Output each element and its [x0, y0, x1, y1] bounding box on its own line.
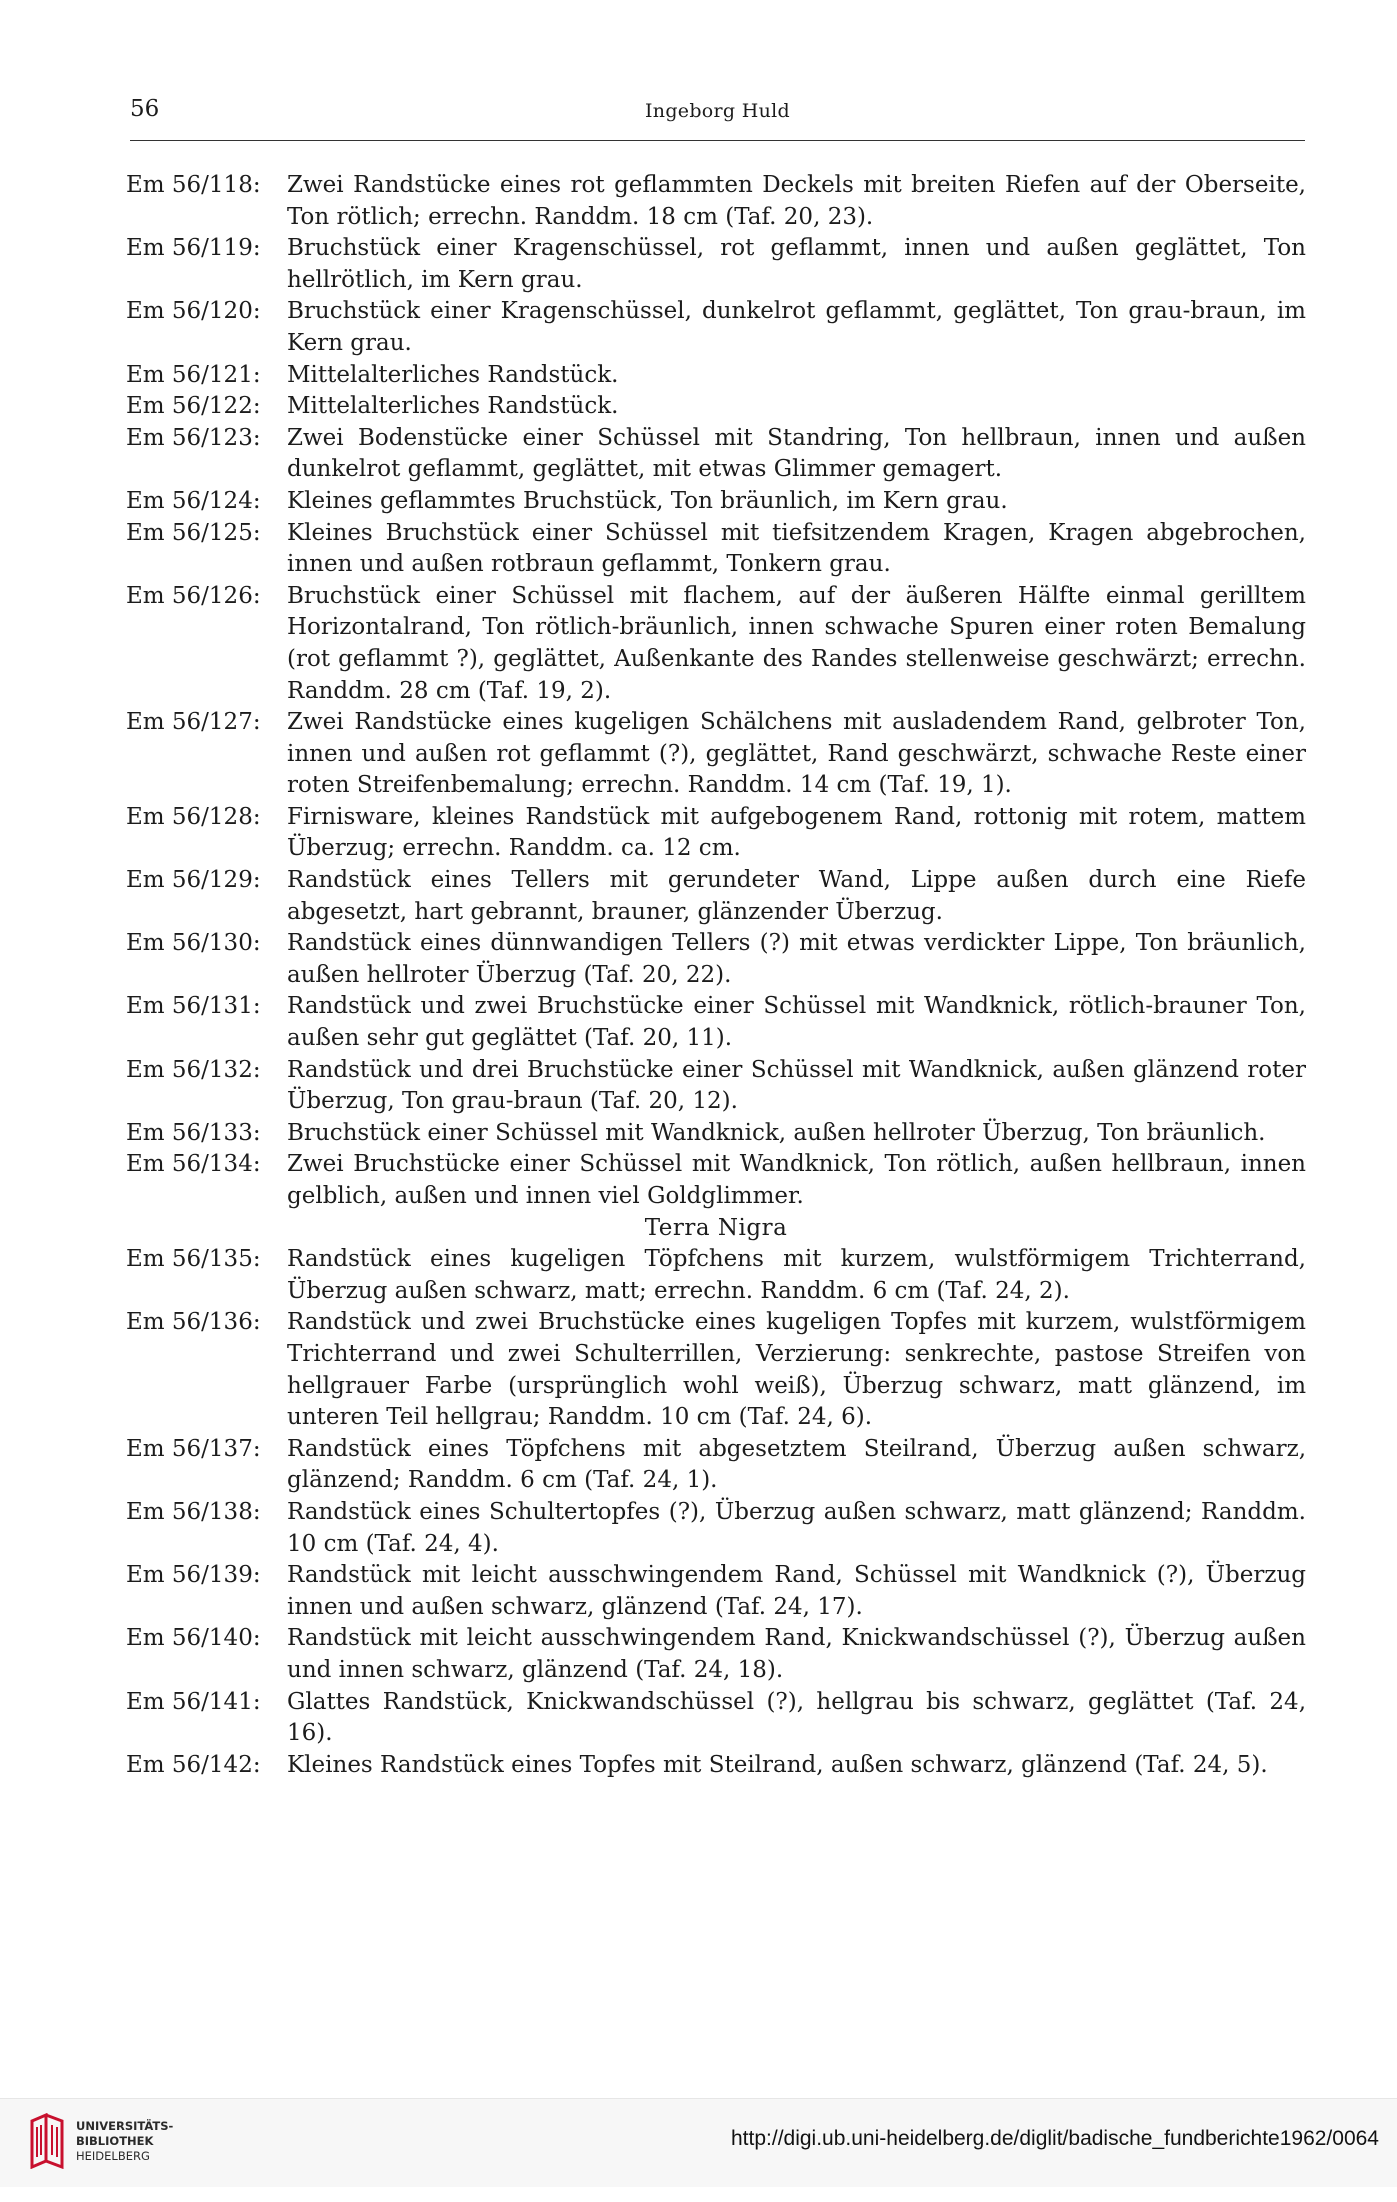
section-heading: Terra Nigra [644, 1214, 788, 1241]
catalog-entry [126, 423, 1306, 486]
catalog-entry [126, 296, 1306, 359]
entry-number: Em 56/139: [126, 1562, 261, 1589]
logo-line-2: BIBLIOTHEK [76, 2134, 154, 2148]
entry-number: Em 56/132: [126, 1056, 261, 1083]
entry-text: Randstück und zwei Bruchstücke eines kugeligen Topfes mit kurzem, wulstförmigem Trichterrand und zwei Schulterrillen, Verzierung: senkrechte, pastose Streifen von hellgrauer Farbe (ursprünglich wohl weiß), Überzug schwarz, matt glänzend, im unteren Teil hellgrau; Randdm. 10 cm (Taf. 24, 6). [287, 1309, 1306, 1431]
catalog-entry [126, 928, 1306, 991]
entry-text: Zwei Randstücke eines rot geflammten Deckels mit breiten Riefen auf der Oberseite, Ton rötlich; errechn. Randdm. 18 cm (Taf. 20, 23). [287, 172, 1306, 230]
entry-number: Em 56/126: [126, 582, 261, 609]
entry-text: Kleines geflammtes Bruchstück, Ton bräunlich, im Kern grau. [287, 487, 1008, 514]
entry-text: Randstück eines kugeligen Töpfchens mit kurzem, wulstförmigem Trichterrand, Überzug außen schwarz, matt; errechn. Randdm. 6 cm (Taf. 24, 2). [287, 1246, 1306, 1304]
entry-number: Em 56/118: [126, 172, 261, 198]
header-rule [130, 140, 1305, 141]
entry-number: Em 56/124: [126, 487, 261, 514]
catalog-entry [126, 360, 1306, 392]
entry-number: Em 56/120: [126, 298, 261, 325]
entry-number: Em 56/127: [126, 709, 261, 736]
catalog-entry [126, 391, 1306, 423]
running-head-author: Ingeborg Huld [645, 100, 790, 122]
catalog-entry [126, 486, 1306, 518]
entry-text: Bruchstück einer Schüssel mit Wandknick, außen hellroter Überzug, Ton bräunlich. [287, 1119, 1266, 1146]
catalog-entry [126, 1687, 1306, 1750]
entry-number: Em 56/123: [126, 424, 261, 451]
catalog-entry [126, 865, 1306, 928]
entry-text: Bruchstück einer Kragenschüssel, dunkelrot geflammt, geglättet, Ton grau-braun, im Kern grau. [287, 298, 1306, 356]
entry-text: Randstück und zwei Bruchstücke einer Schüssel mit Wandknick, rötlich-brauner Ton, außen sehr gut geglättet (Taf. 20, 11). [287, 993, 1306, 1052]
entry-number: Em 56/137: [126, 1435, 261, 1462]
entry-text: Zwei Bruchstücke einer Schüssel mit Wandknick, Ton rötlich, außen hellbraun, innen gelblich, außen und innen viel Goldglimmer. [287, 1151, 1306, 1209]
entry-text: Glattes Randstück, Knickwandschüssel (?), hellgrau bis schwarz, geglättet (Taf. 24, 16). [287, 1688, 1306, 1747]
entry-number: Em 56/125: [126, 519, 261, 546]
catalog-entry [126, 1149, 1306, 1212]
entry-text: Randstück mit leicht ausschwingendem Rand, Knickwandschüssel (?), Überzug außen und innen schwarz, glänzend (Taf. 24, 18). [287, 1625, 1306, 1683]
entry-number: Em 56/129: [126, 867, 261, 894]
catalog-entry [126, 1497, 1306, 1560]
catalog-entry [126, 1055, 1306, 1118]
entry-number: Em 56/140: [126, 1625, 261, 1652]
entry-number: Em 56/141: [126, 1688, 261, 1715]
entry-number: Em 56/130: [126, 930, 261, 957]
catalog-entry [126, 1118, 1306, 1150]
catalog-entry [126, 170, 1306, 233]
entry-number: Em 56/142: [126, 1751, 261, 1778]
library-logo-icon [28, 2113, 68, 2169]
catalog-entry [126, 233, 1306, 296]
entry-text: Mittelalterliches Randstück. [287, 393, 619, 420]
entry-number: Em 56/134: [126, 1151, 261, 1178]
page-header [130, 96, 1305, 132]
catalog-entry [126, 581, 1306, 707]
catalog-entry [126, 802, 1306, 865]
page-number: 56 [130, 96, 160, 122]
entry-text: Kleines Bruchstück einer Schüssel mit tiefsitzendem Kragen, Kragen abgebrochen, innen und außen rotbraun geflammt, Tonkern grau. [287, 519, 1306, 578]
catalog-entries [126, 170, 1306, 1781]
entry-number: Em 56/119: [126, 235, 261, 262]
library-logo-text [76, 2119, 173, 2164]
entry-text: Zwei Randstücke eines kugeligen Schälchens mit ausladendem Rand, gelbroter Ton, innen und außen rot geflammt (?), geglättet, Rand geschwärzt, schwache Reste einer roten Streifenbemalung; errechn. Randdm. 14 cm (Taf. 19, 1). [287, 709, 1306, 799]
catalog-entry [126, 1623, 1306, 1686]
entry-number: Em 56/138: [126, 1498, 261, 1525]
entry-number: Em 56/128: [126, 803, 261, 830]
catalog-entry [126, 1307, 1306, 1433]
catalog-entry [126, 518, 1306, 581]
entry-text: Mittelalterliches Randstück. [287, 361, 619, 388]
entry-number: Em 56/136: [126, 1309, 261, 1336]
entry-text: Randstück eines Schultertopfes (?), Überzug außen schwarz, matt glänzend; Randdm. 10 cm (Taf. 24, 4). [287, 1498, 1306, 1557]
entry-text: Randstück eines Tellers mit gerundeter Wand, Lippe außen durch eine Riefe abgesetzt, hart gebrannt, brauner, glänzender Überzug. [287, 867, 1306, 925]
entry-text: Bruchstück einer Kragenschüssel, rot geflammt, innen und außen geglättet, Ton hellrötlich, im Kern grau. [287, 235, 1306, 293]
digitization-footer [0, 2098, 1397, 2187]
catalog-entry [126, 707, 1306, 802]
catalog-entry [126, 1244, 1306, 1307]
entry-text: Firniswаre, kleines Randstück mit aufgebogenem Rand, rottonig mit rotem, mattem Überzug; errechn. Randdm. ca. 12 cm. [287, 803, 1306, 862]
logo-line-1: UNIVERSITÄTS- [76, 2119, 174, 2133]
entry-number: Em 56/135: [126, 1246, 261, 1273]
source-url-link[interactable]: http://digi.ub.uni-heidelberg.de/diglit/badische_fundberichte1962/0064 [731, 2127, 1379, 2150]
entry-text: Bruchstück einer Schüssel mit flachem, auf der äußeren Hälfte einmal gerilltem Horizontalrand, Ton rötlich-bräunlich, innen schwache Spuren einer roten Bemalung (rot geflammt ?), geglättet, Außenkante des Randes stellenweise geschwärzt; errechn. Randdm. 28 cm (Taf. 19, 2). [287, 582, 1306, 704]
entry-number: Em 56/131: [126, 993, 261, 1020]
catalog-entry [126, 1750, 1306, 1782]
catalog-entry [126, 991, 1306, 1054]
entry-number: Em 56/133: [126, 1119, 261, 1146]
catalog-entry [126, 1434, 1306, 1497]
entry-text: Randstück mit leicht ausschwingendem Rand, Schüssel mit Wandknick (?), Überzug innen und außen schwarz, glänzend (Taf. 24, 17). [287, 1562, 1306, 1620]
catalog-entry [126, 1560, 1306, 1623]
entry-text: Zwei Bodenstücke einer Schüssel mit Standring, Ton hellbraun, innen und außen dunkelrot geflammt, geglättet, mit etwas Glimmer gemagert. [287, 424, 1306, 483]
entry-text: Kleines Randstück eines Topfes mit Steilrand, außen schwarz, glänzend (Taf. 24, 5). [287, 1751, 1268, 1778]
entry-text: Randstück eines Töpfchens mit abgesetztem Steilrand, Überzug außen schwarz, glänzend; Randdm. 6 cm (Taf. 24, 1). [287, 1435, 1306, 1494]
entry-number: Em 56/122: [126, 393, 261, 420]
entry-text: Randstück eines dünnwandigen Tellers (?) mit etwas verdickter Lippe, Ton bräunlich, außen hellroter Überzug (Taf. 20, 22). [287, 930, 1306, 988]
entry-number: Em 56/121: [126, 361, 261, 388]
logo-line-3: HEIDELBERG [76, 2149, 150, 2163]
library-logo [28, 2113, 208, 2173]
entry-text: Randstück und drei Bruchstücke einer Schüssel mit Wandknick, außen glänzend roter Überzug, Ton grau-braun (Taf. 20, 12). [287, 1056, 1306, 1115]
